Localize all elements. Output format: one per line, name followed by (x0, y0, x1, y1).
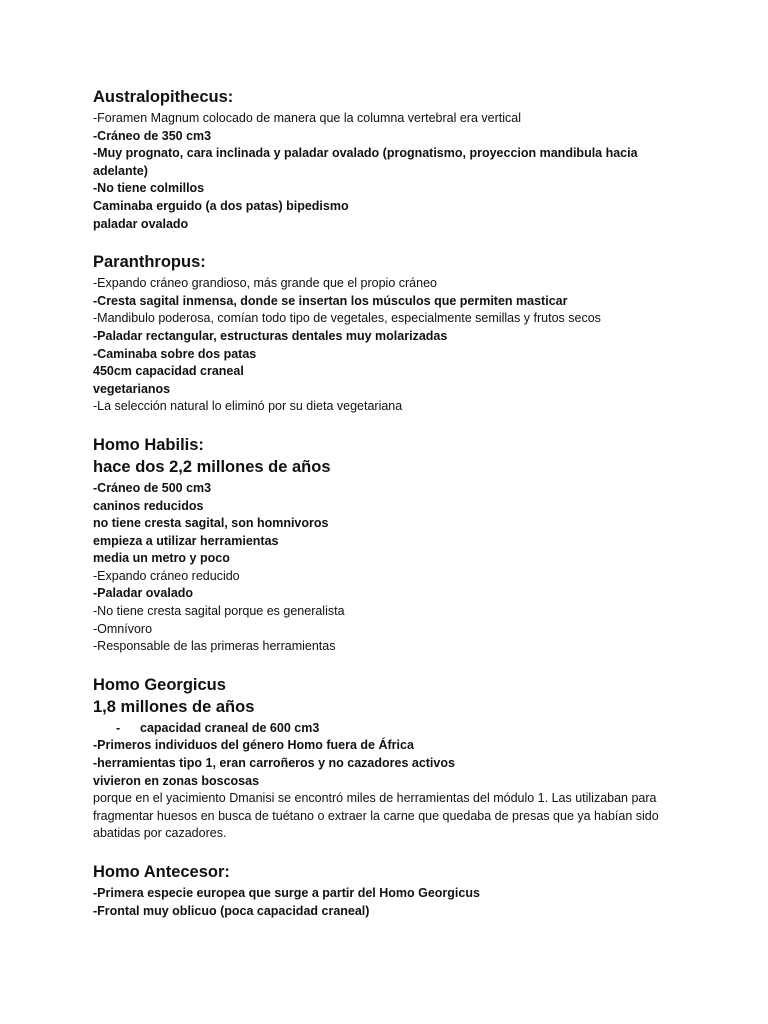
paragraph: porque en el yacimiento Dmanisi se encontró miles de herramientas del módulo 1. Las utilizaban para fragmentar huesos en busca de tuétano o extraer la carne que quedaba de presas que ya habían sido abatidas por cazadores. (93, 791, 659, 841)
text-line: -Cráneo de 350 cm3 (93, 128, 212, 143)
section-title: Homo Georgicus (93, 675, 226, 694)
text-line: -No tiene cresta sagital porque es generalista (93, 604, 345, 619)
bullet-marker: - (116, 720, 121, 735)
section-homo-antecesor (93, 861, 693, 920)
text-line: -Primera especie europea que surge a partir del Homo Georgicus (93, 886, 480, 900)
text-line: -Caminaba sobre dos patas (93, 346, 257, 361)
text-line: -Cresta sagital inmensa, donde se insertan los músculos que permiten masticar (93, 293, 568, 308)
text-line: paladar ovalado (93, 216, 189, 231)
text-line: empieza a utilizar herramientas (93, 533, 279, 548)
section-homo-habilis (93, 434, 693, 656)
text-line: vegetarianos (93, 381, 171, 396)
text-line: -Foramen Magnum colocado de manera que la columna vertebral era vertical (93, 111, 521, 125)
text-line: -Muy prognato, cara inclinada y paladar ovalado (prognatismo, proyeccion mandibula hacia adelante) (93, 146, 638, 178)
bullet-text: capacidad craneal de 600 cm3 (140, 720, 320, 735)
text-line: Caminaba erguido (a dos patas) bipedismo (93, 198, 349, 213)
text-line: caninos reducidos (93, 498, 204, 513)
document-page (93, 86, 693, 938)
text-line: vivieron en zonas boscosas (93, 773, 260, 788)
text-line: -No tiene colmillos (93, 181, 205, 196)
text-line: -Mandibulo poderosa, comían todo tipo de vegetales, especialmente semillas y frutos secos (93, 311, 601, 326)
text-line: -Primeros individuos del género Homo fuera de África (93, 738, 414, 753)
text-line: 450cm capacidad craneal (93, 364, 244, 379)
text-line: -Expando cráneo reducido (93, 568, 240, 583)
text-line: -Cráneo de 500 cm3 (93, 480, 212, 495)
section-homo-georgicus (93, 674, 693, 843)
section-subtitle: hace dos 2,2 millones de años (93, 457, 331, 476)
text-line: -Expando cráneo grandioso, más grande que el propio cráneo (93, 276, 437, 291)
text-line: -Responsable de las primeras herramientas (93, 639, 336, 654)
text-line: media un metro y poco (93, 551, 230, 566)
section-title: Homo Antecesor: (93, 863, 230, 881)
text-line: -Paladar rectangular, estructuras dentales muy molarizadas (93, 328, 448, 343)
text-line: -La selección natural lo eliminó por su dieta vegetariana (93, 399, 403, 414)
text-line: -Paladar ovalado (93, 586, 194, 601)
section-subtitle: 1,8 millones de años (93, 697, 255, 716)
section-title: Paranthropus: (93, 253, 206, 272)
text-line: -Frontal muy oblicuo (poca capacidad craneal) (93, 903, 370, 918)
text-line: -herramientas tipo 1, eran carroñeros y no cazadores activos (93, 756, 455, 771)
text-line: -Omnívoro (93, 621, 153, 636)
section-australopithecus (93, 86, 693, 233)
text-line: no tiene cresta sagital, son homnivoros (93, 516, 329, 531)
section-paranthropus (93, 251, 693, 416)
section-title: Homo Habilis: (93, 435, 204, 454)
bullet-item (93, 720, 693, 738)
section-title: Australopithecus: (93, 88, 234, 106)
